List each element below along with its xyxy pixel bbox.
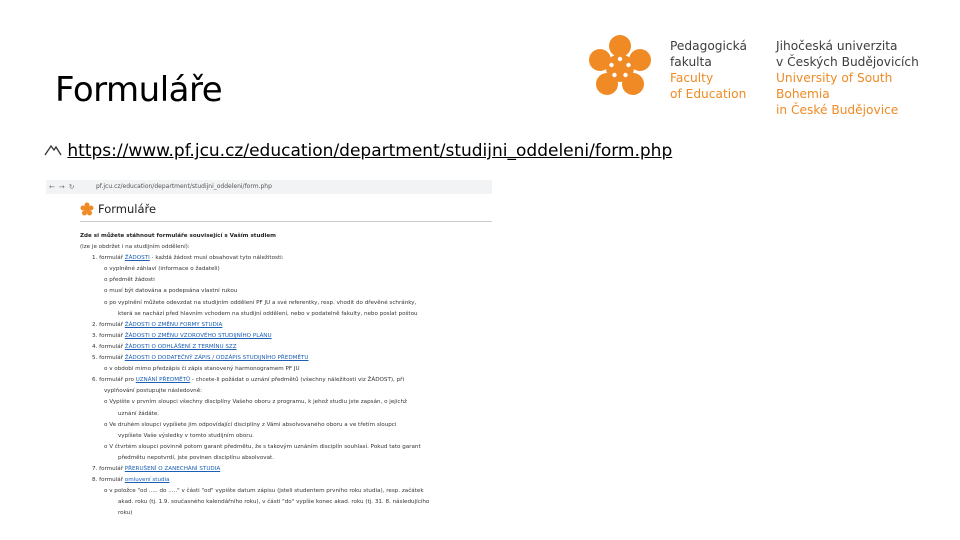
list-item: která se nachází před hlavním vchodem na studijní oddělení, nebo v podatelně fakulty, nebo poslat poštou [118, 310, 418, 317]
divider [80, 221, 492, 222]
link-bullet-icon [44, 143, 62, 157]
intro-text: Zde si můžete stáhnout formuláře související s Vaším studiem [80, 233, 276, 239]
form-link[interactable]: UZNÁNÍ PŘEDMĚTŮ [135, 377, 191, 384]
form-link[interactable]: ŽÁDOSTI O DODATEČNÝ ZÁPIS / ODZÁPIS STUDIJNÍHO PŘEDMĚTU [124, 355, 309, 362]
list-item [80, 320, 492, 331]
list-item [80, 342, 492, 353]
list-item: předmětu nepotvrdí, jste povinen disciplínu absolvovat. [118, 454, 274, 461]
item-text: 8. formulář [92, 477, 125, 484]
item-text: 2. formulář [92, 321, 125, 328]
link-bullet [44, 140, 672, 162]
form-link[interactable]: PŘERUŠENÍ O ZANECHÁNÍ STUDIA [124, 465, 221, 472]
flower-icon [80, 202, 94, 216]
logo-line: University of South Bohemia [776, 71, 893, 101]
form-link[interactable]: ŽÁDOSTI O ODHLÁŠENÍ Z TERMÍNU SZZ [124, 343, 237, 350]
list-item: o vyplněné záhlaví (informace o žadateli) [104, 266, 220, 273]
list-item: vyplňování postupujte následovně: [104, 388, 203, 395]
list-item [80, 375, 492, 386]
list-item: o v období mimo předzápis či zápis stanovený harmonogramem PF JU [104, 366, 300, 373]
list-item: uznání žádáte. [118, 410, 160, 417]
faculty-name [670, 38, 747, 102]
faculty-logo [584, 32, 944, 117]
list-item: o Ve druhém sloupci vypíšete jim odpovídající disciplíny z Vámi absolvovaného oboru a ve třetím sloupci [104, 421, 397, 428]
form-page-link[interactable]: https://www.pf.jcu.cz/education/department/studijni_oddeleni/form.php [67, 141, 673, 161]
list-item: o po vyplnění můžete odevzdat na studijním oddělení PF JU a své referentky, resp. vhodit do dřevěné schránky, [104, 299, 417, 306]
item-text: - každá žádost musí obsahovat tyto náležitosti: [149, 255, 284, 262]
flower-logo-icon [584, 32, 656, 104]
list-item [80, 253, 492, 264]
website-screenshot [46, 180, 492, 530]
item-text: 4. formulář [92, 343, 125, 350]
list-item: o V čtvrtém sloupci povinně potom garant předmětu, že s takovým uznáním disciplín souhlasí. Pokud tato garant [104, 443, 421, 450]
form-link[interactable]: ŽÁDOSTI O ZMĚNU FORMY STUDIA [124, 321, 223, 328]
list-item: roku) [118, 510, 133, 517]
list-item [80, 464, 492, 475]
list-item: (lze je obdržet i na studijním oddělení): [80, 244, 190, 251]
list-item: o předmět žádosti [104, 277, 155, 284]
logo-line: in České Budějovice [776, 103, 899, 117]
slide-title: Formuláře [55, 70, 223, 110]
item-text: 7. formulář [92, 465, 125, 472]
browser-address-bar [46, 180, 492, 194]
item-text: 3. formulář [92, 332, 125, 339]
address-url: pf.jcu.cz/education/department/studijni_oddeleni/form.php [96, 183, 272, 190]
list-item [80, 475, 492, 486]
form-link[interactable]: ŽÁDOSTI O ZMĚNU VZOROVÉHO STUDIJNÍHO PLÁNU [124, 332, 272, 339]
page-title: Formuláře [98, 202, 157, 216]
list-item: o v položce "od ..... do ....." v části "od" vypište datum zápisu (jsteli studentem prvního roku studia), resp. začátek [104, 488, 424, 495]
list-item: o Vypište v prvním sloupci všechny disciplíny Vašeho oboru z programu, k jehož studiu jste zapsán, o jejichž [104, 399, 407, 406]
university-name [776, 38, 944, 118]
logo-line: of Education [670, 87, 747, 101]
item-text: 1. formulář [92, 255, 125, 262]
form-link[interactable]: omluvení studia [124, 477, 170, 484]
logo-line: Jihočeská univerzita [776, 39, 898, 53]
list-item: akad. roku (tj. 1.9. současného kalendářního roku), v části "do" vypíše konec akad. roku (tj. 31. 8. následujícího [118, 499, 430, 506]
list-item: o musí být datována a podepsána vlastní rukou [104, 288, 238, 295]
forms-content [80, 231, 492, 519]
list-item: vypíšete Vaše výsledky v tomto studijním oboru. [118, 432, 254, 439]
nav-arrows-icon: ←→↻ [49, 183, 79, 191]
list-item [80, 353, 492, 364]
item-text: 6. formulář pro [92, 377, 136, 384]
item-text: - chcete-li požádat o uznání předmětů (všechny náležitosti viz ŽÁDOST), při [190, 377, 405, 384]
logo-line: fakulta [670, 55, 712, 69]
list-item [80, 331, 492, 342]
logo-line: Faculty [670, 71, 714, 85]
form-link[interactable]: ŽÁDOSTI [124, 255, 150, 262]
logo-line: v Českých Budějovicích [776, 55, 919, 69]
logo-line: Pedagogická [670, 39, 747, 53]
page-header [80, 200, 492, 220]
item-text: 5. formulář [92, 355, 125, 362]
